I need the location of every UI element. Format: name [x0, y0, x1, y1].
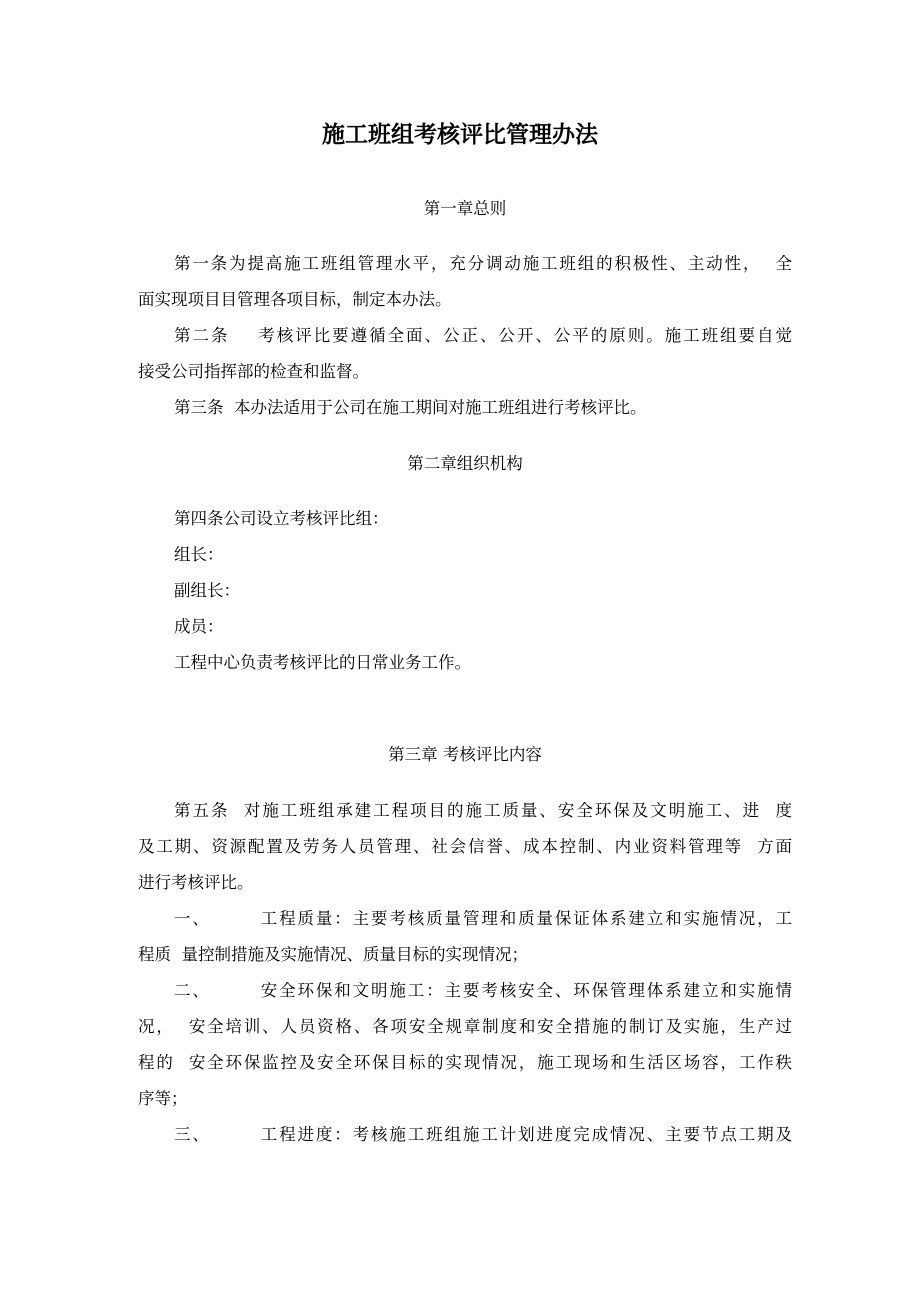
article-3	[138, 390, 792, 426]
item-1-line-2: 程质 量控制措施及实施情况、质量目标的实现情况；	[138, 945, 528, 964]
article-5	[138, 793, 792, 901]
item-2-line-1: 二、 安全环保和文明施工：主要考核安全、环保管理体系建立和实施情	[174, 981, 792, 1000]
item-2	[138, 973, 792, 1117]
document-title: 施工班组考核评比管理办法	[322, 121, 598, 148]
item-1	[138, 901, 792, 973]
article-5-line-3: 进行考核评比。	[138, 873, 254, 892]
daily-work-line: 工程中心负责考核评比的日常业务工作。	[174, 653, 471, 672]
article-2-line-1: 第二条 考核评比要遵循全面、公正、公开、公平的原则。施工班组要自觉	[174, 326, 792, 345]
article-5-line-1: 第五条 对施工班组承建工程项目的施工质量、安全环保及文明施工、进 度	[174, 801, 792, 820]
chapter-3-heading: 第三章 考核评比内容	[388, 745, 542, 764]
article-1-line-2: 面实现项目目管理各项目标，制定本办法。	[138, 290, 452, 309]
article-1	[138, 246, 792, 318]
item-2-line-3: 程的 安全环保监控及安全环保目标的实现情况，施工现场和生活区场容，工作秩	[138, 1053, 792, 1072]
item-2-line-2: 况， 安全培训、人员资格、各项安全规章制度和安全措施的制订及实施，生产过	[138, 1017, 792, 1036]
article-3-line-1: 第三条 本办法适用于公司在施工期间对施工班组进行考核评比。	[174, 398, 647, 417]
leader-line: 组长：	[174, 545, 224, 564]
article-2-line-2: 接受公司指挥部的检查和监督。	[138, 362, 369, 381]
item-3-line-1: 三、 工程进度：考核施工班组施工计划进度完成情况、主要节点工期及	[174, 1125, 792, 1144]
article-2	[138, 318, 792, 390]
item-3	[138, 1117, 792, 1153]
article-5-line-2: 及工期、资源配置及劳务人员管理、社会信誉、成本控制、内业资料管理等 方面	[138, 837, 792, 856]
chapter-2-heading: 第二章组织机构	[407, 454, 523, 473]
chapter-1-heading: 第一章总则	[423, 199, 507, 218]
article-1-line-1: 第一条为提高施工班组管理水平，充分调动施工班组的积极性、主动性， 全	[174, 254, 792, 273]
article-4-block	[138, 501, 792, 681]
members-line: 成员：	[174, 617, 224, 636]
vice-leader-line: 副组长：	[174, 581, 240, 600]
article-4: 第四条公司设立考核评比组：	[174, 509, 389, 528]
item-2-line-4: 序等；	[138, 1089, 188, 1108]
item-1-line-1: 一、 工程质量：主要考核质量管理和质量保证体系建立和实施情况，工	[174, 909, 792, 928]
